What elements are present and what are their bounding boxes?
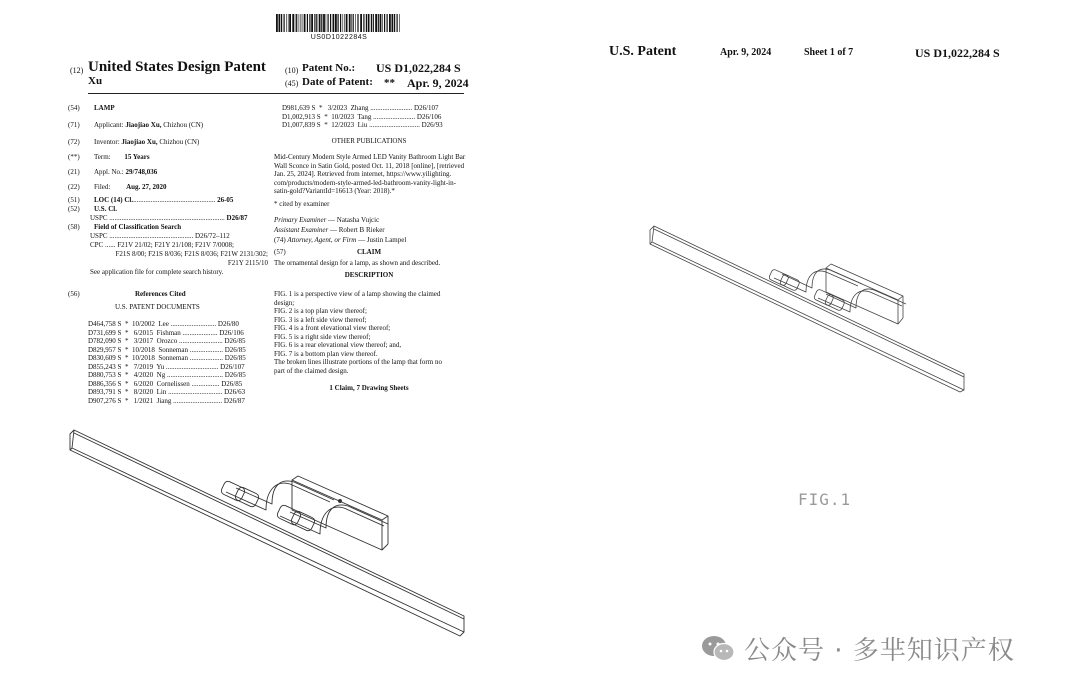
inventor-place: Chizhou (CN) bbox=[159, 138, 200, 146]
us-patent-documents: U.S. PATENT DOCUMENTS bbox=[115, 303, 200, 311]
f58-cpc3: F21Y 2115/10 bbox=[227, 259, 268, 267]
description-line: FIG. 7 is a bottom plan view thereof. bbox=[274, 349, 378, 358]
reference-entry: D782,090 S * 3/2017 Orozco ......................... D26/85 bbox=[88, 337, 246, 345]
description-line: FIG. 6 is a rear elevational view thereof; and, bbox=[274, 341, 402, 349]
claims-sheets-count: 1 Claim, 7 Drawing Sheets bbox=[329, 384, 409, 392]
lamp-drawing-fig1 bbox=[648, 218, 970, 396]
publication-line: Jan. 25, 2024]. Retrieved from internet, https://www.yilighting. bbox=[274, 170, 452, 178]
f58-note: See application file for complete search history. bbox=[90, 268, 224, 276]
references-cited-title: References Cited bbox=[135, 290, 186, 298]
sheet-header-sheet: Sheet 1 of 7 bbox=[804, 47, 854, 58]
description-line: design; bbox=[274, 298, 295, 307]
other-publications bbox=[274, 153, 464, 196]
publication-line: com/products/modern-style-armed-led-bathroom-vanity-light-in- bbox=[274, 178, 456, 187]
term-value: 15 Years bbox=[124, 153, 150, 161]
description-line: FIG. 4 is a front elevational view thereof; bbox=[274, 324, 391, 332]
reference-entry: D830,609 S * 10/2018 Sonneman ................... D26/85 bbox=[88, 354, 246, 362]
reference-entry: D1,007,839 S * 12/2023 Liu ............................. D26/93 bbox=[282, 121, 443, 129]
claim-text: The ornamental design for a lamp, as shown and described. bbox=[274, 259, 441, 267]
barcode-image bbox=[276, 14, 402, 32]
f51-dots: ............................................... bbox=[133, 196, 216, 204]
reference-entry: D981,639 S * 3/2023 Zhang ........................ D26/107 bbox=[282, 104, 439, 112]
left-column bbox=[68, 104, 268, 277]
lamp-title: LAMP bbox=[94, 104, 115, 112]
claim-title: CLAIM bbox=[356, 248, 382, 256]
description-line: FIG. 2 is a top plan view thereof; bbox=[274, 307, 367, 315]
references-list-continued bbox=[282, 104, 464, 130]
attorney-label: Attorney, Agent, or Firm bbox=[287, 236, 357, 244]
description-line: FIG. 3 is a left side view thereof; bbox=[274, 315, 367, 324]
f56-code: (56) bbox=[68, 290, 80, 298]
watermark bbox=[700, 630, 1015, 667]
kind-code: (12) bbox=[70, 66, 84, 75]
patent-no-code: (10) bbox=[285, 66, 299, 75]
f58-cpc1: CPC ...... F21V 21/02; F21Y 21/108; F21V 7/0008; bbox=[90, 241, 234, 249]
inventor-name: Jiaojiao Xu, bbox=[121, 138, 158, 146]
assistant-examiner-name: — Robert B Rieker bbox=[328, 226, 385, 234]
other-publications-title: OTHER PUBLICATIONS bbox=[331, 137, 407, 145]
description-line: part of the claimed design. bbox=[274, 366, 349, 375]
filed-value: Aug. 27, 2020 bbox=[126, 183, 167, 191]
reference-entry: D880,753 S * 4/2020 Ng ................................ D26/85 bbox=[88, 371, 246, 379]
reference-entry: D886,356 S * 6/2020 Cornelissen ................ D26/85 bbox=[88, 379, 243, 388]
f58-cpc2: F21S 8/00; F21S 8/036; F21S 8/036; F21W 2131/302; bbox=[115, 250, 268, 258]
sheet-header-number: US D1,022,284 S bbox=[915, 46, 1000, 60]
primary-examiner bbox=[274, 216, 379, 225]
primary-examiner-label: Primary Examiner bbox=[274, 216, 327, 224]
attorney bbox=[274, 236, 406, 245]
uspc-value: D26/87 bbox=[226, 214, 248, 222]
reference-entry: D829,957 S * 10/2018 Sonneman ................... D26/85 bbox=[88, 345, 246, 354]
references-list bbox=[88, 320, 268, 405]
lamp-drawing-front-page bbox=[66, 420, 468, 642]
f51-code: (51) bbox=[68, 196, 80, 204]
description-title: DESCRIPTION bbox=[344, 271, 394, 279]
f72-code: (72) bbox=[68, 138, 80, 146]
applicant-place: Chizhou (CN) bbox=[163, 121, 204, 129]
publication-line: satin-gold?VariantId=16613 (Year: 2018).* bbox=[274, 187, 395, 195]
f58-code: (58) bbox=[68, 223, 80, 231]
attorney-name: — Justin Lampel bbox=[356, 236, 407, 244]
attorney-code: (74) bbox=[274, 236, 286, 244]
patent-no-value: US D1,022,284 S bbox=[376, 61, 461, 75]
reference-entry: D1,002,913 S * 10/2023 Tang ........................ D26/106 bbox=[282, 112, 442, 121]
wechat-icon bbox=[700, 634, 736, 664]
header-rule bbox=[88, 93, 464, 94]
reference-entry: D464,758 S * 10/2002 Lee .......................... D26/80 bbox=[88, 320, 239, 328]
applicant-name: Jiaojiao Xu, bbox=[125, 121, 162, 129]
appl-no-value: 29/748,036 bbox=[125, 168, 158, 176]
f21-label: Appl. No.: bbox=[94, 168, 124, 176]
term-code: (**) bbox=[68, 153, 80, 161]
f72-label: Inventor: bbox=[94, 138, 120, 146]
reference-entry: D907,276 S * 1/2021 Jiang ............................ D26/87 bbox=[88, 396, 245, 405]
f51-label: LOC (14) Cl. bbox=[94, 196, 134, 204]
reference-entry: D893,791 S * 8/2020 Lin ............................... D26/63 bbox=[88, 388, 246, 396]
loc-value: 26-05 bbox=[217, 196, 234, 204]
f58-label: Field of Classification Search bbox=[94, 223, 182, 231]
patent-no-label: Patent No.: bbox=[302, 62, 356, 74]
assistant-examiner-label: Assistant Examiner bbox=[274, 226, 329, 234]
description-text bbox=[274, 290, 466, 375]
reference-entry: D731,699 S * 6/2015 Fishman .................... D26/106 bbox=[88, 328, 244, 337]
f52-uspc: USPC .................................................................. bbox=[90, 214, 225, 222]
inventor-surname: Xu bbox=[88, 75, 103, 87]
date-label: Date of Patent: bbox=[302, 76, 373, 88]
cited-by-examiner: * cited by examiner bbox=[274, 200, 330, 208]
f22-code: (22) bbox=[68, 183, 80, 191]
reference-entry: D855,243 S * 7/2019 Yu .............................. D26/107 bbox=[88, 362, 245, 371]
figure-label: FIG.1 bbox=[798, 490, 852, 509]
patent-title: United States Design Patent bbox=[88, 59, 266, 75]
watermark-text: 公众号 · 多芈知识产权 bbox=[744, 636, 1015, 666]
date-marks: ** bbox=[384, 77, 395, 89]
primary-examiner-name: — Natasha Vujcic bbox=[326, 216, 380, 224]
f58-uspc: USPC ................................................ D26/72–112 bbox=[90, 232, 230, 240]
f71-code: (71) bbox=[68, 121, 80, 129]
description-line: FIG. 1 is a perspective view of a lamp showing the claimed bbox=[274, 290, 441, 298]
date-value: Apr. 9, 2024 bbox=[407, 76, 469, 90]
description-line: FIG. 5 is a right side view thereof; bbox=[274, 332, 371, 341]
claim-code: (57) bbox=[274, 248, 286, 256]
publication-line: Mid-Century Modern Style Armed LED Vanity Bathroom Light Bar bbox=[274, 153, 466, 161]
barcode-number: US0D1022284S bbox=[310, 34, 368, 41]
description-line: The broken lines illustrate portions of the lamp that form no bbox=[274, 358, 442, 366]
f21-code: (21) bbox=[68, 168, 80, 176]
f22-label: Filed: bbox=[94, 183, 111, 191]
assistant-examiner bbox=[274, 226, 385, 235]
date-code: (45) bbox=[285, 79, 299, 88]
f52-code: (52) bbox=[68, 205, 80, 213]
sheet-header-date: Apr. 9, 2024 bbox=[720, 47, 772, 58]
f54-code: (54) bbox=[68, 104, 80, 112]
term-label: Term: bbox=[94, 153, 111, 161]
sheet-header-title: U.S. Patent bbox=[609, 44, 677, 59]
publication-line: Wall Sconce in Satin Gold, posted Oct. 11, 2018 [online], [retrieved bbox=[274, 161, 465, 170]
f52-label: U.S. Cl. bbox=[94, 205, 117, 213]
f71-label: Applicant: bbox=[94, 121, 124, 129]
